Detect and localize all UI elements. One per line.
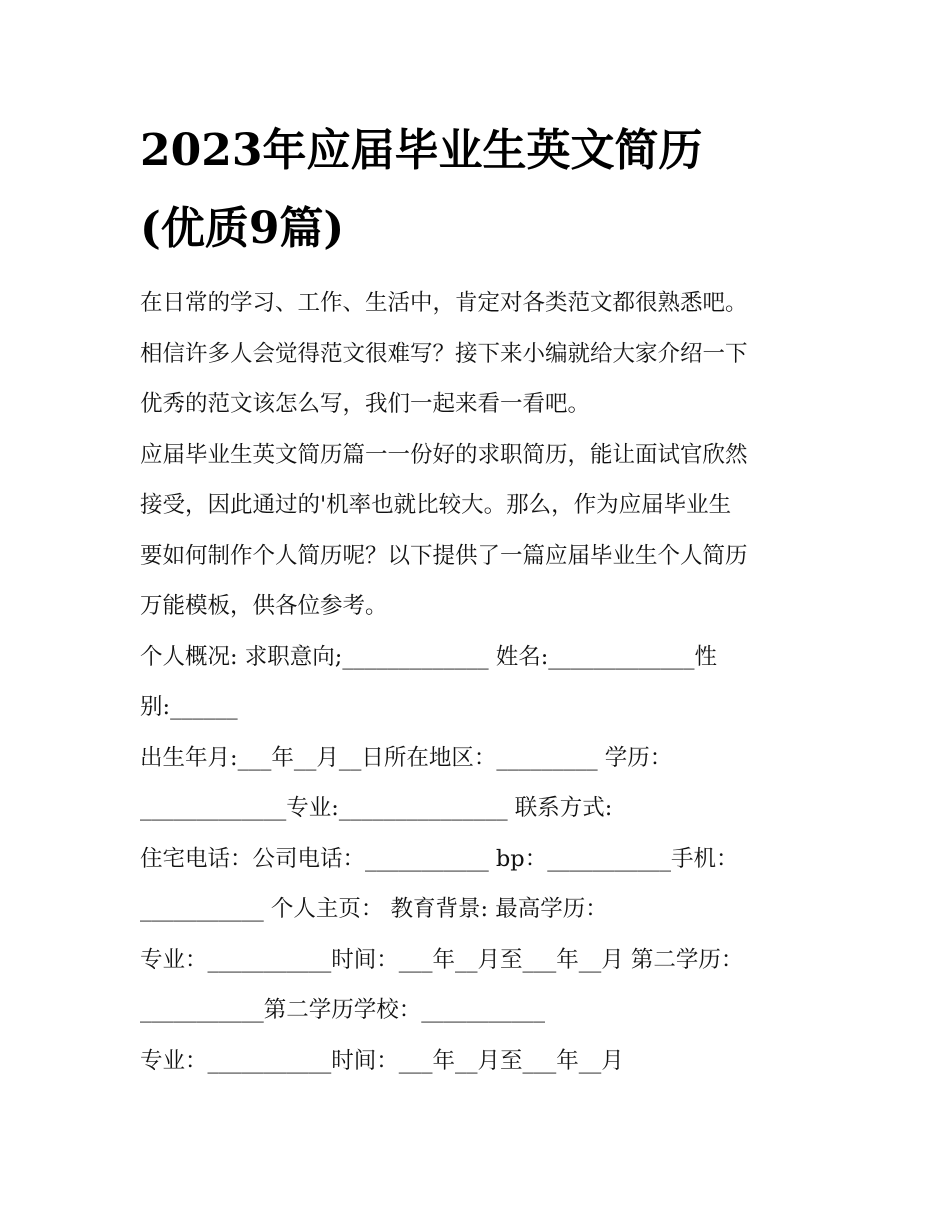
body-line: 接受，因此通过的'机率也就比较大。那么，作为应届毕业生 (140, 492, 732, 518)
body-line: 在日常的学习、工作、生活中，肯定对各类范文都很熟悉吧。 (140, 290, 748, 316)
form-line: ___________第二学历学校：___________ (140, 997, 546, 1023)
form-line: 别:______ (140, 694, 238, 720)
title-line: (优质9篇) (140, 203, 345, 254)
body-line: 要如何制作个人简历呢？以下提供了一篇应届毕业生个人简历 (140, 542, 748, 569)
body-line: 优秀的范文该怎么写，我们一起来看一看吧。 (140, 391, 591, 417)
document-body (140, 278, 830, 1086)
form-line: ___________ 个人主页： 教育背景: 最高学历： (140, 896, 608, 922)
body-line: 相信许多人会觉得范文很难写？接下来小编就给大家介绍一下 (140, 340, 748, 367)
body-line: 万能模板，供各位参考。 (140, 593, 388, 619)
form-line: 专业：___________时间：___年__月至___年__月 (140, 1047, 624, 1074)
title-line: 2023年应届毕业生英文简历 (140, 125, 703, 176)
form-line: _____________专业:_______________ 联系方式: (140, 795, 613, 821)
form-line: 住宅电话：公司电话：___________ bp：___________手机： (140, 845, 739, 872)
document-title (140, 112, 840, 268)
form-line: 专业：___________时间：___年__月至___年__月 第二学历： (140, 946, 744, 973)
form-line: 出生年月:___年__月__日所在地区：_________ 学历： (140, 744, 673, 771)
body-line: 应届毕业生英文简历篇一一份好的求职简历，能让面试官欣然 (140, 441, 748, 468)
form-line: 个人概况: 求职意向;_____________ 姓名:_____________性 (140, 643, 718, 670)
